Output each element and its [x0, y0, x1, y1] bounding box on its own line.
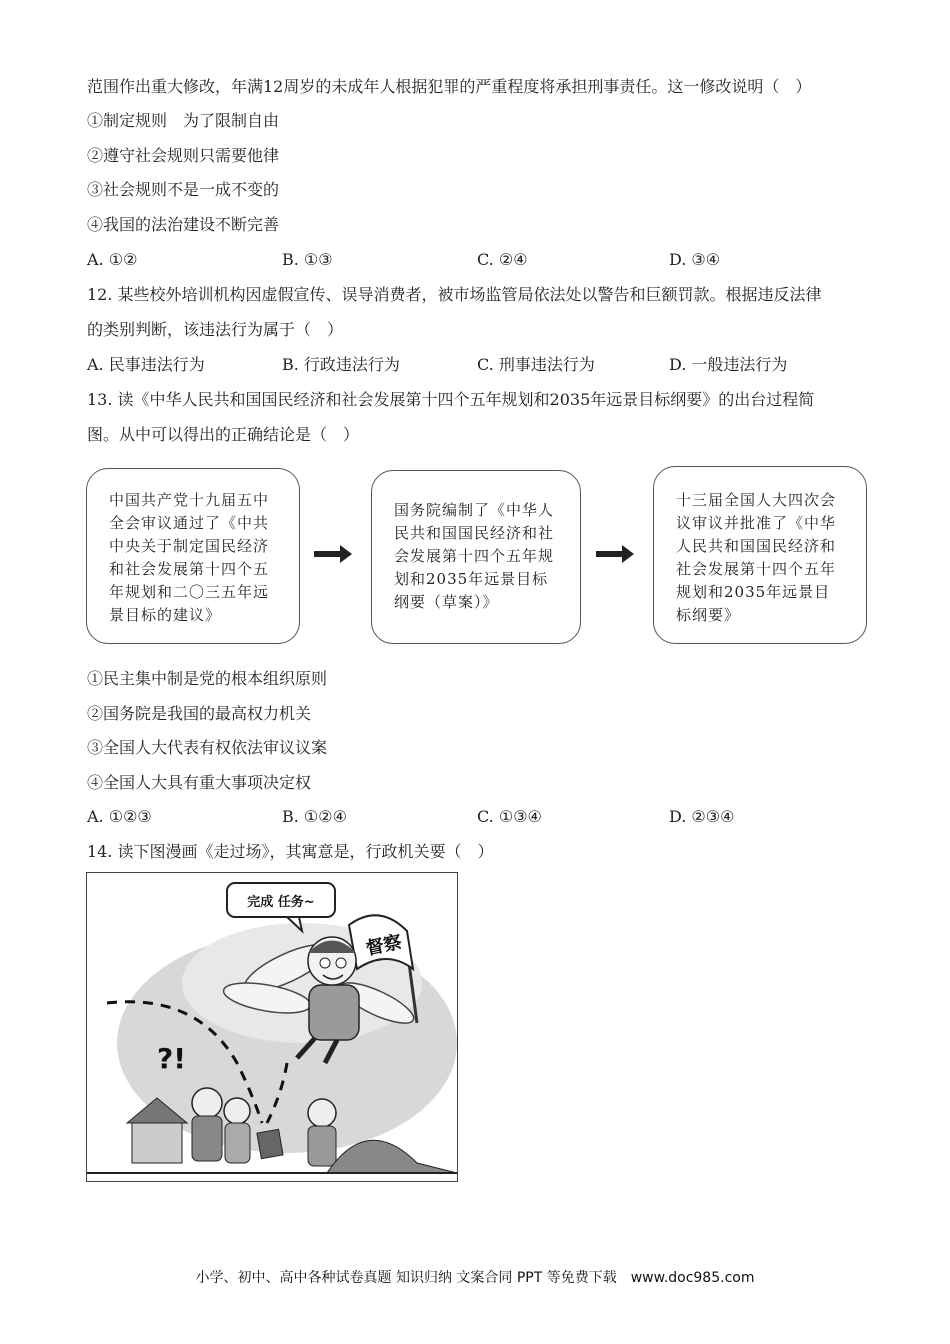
flow-box-3-line: 十三届全国人大四次会 — [676, 491, 837, 509]
flow-box-3-line: 人民共和国国民经济和 — [676, 537, 837, 555]
flow-box-2 — [371, 470, 581, 644]
q12-option-a[interactable]: A. 民事违法行为 — [87, 355, 205, 374]
q11-options — [87, 249, 887, 271]
q12-stem-line2: 的类别判断，该违法行为属于（ ） — [87, 320, 344, 339]
q14-stem: 14. 读下图漫画《走过场》，其寓意是，行政机关要（ ） — [87, 842, 494, 861]
q13-option-c[interactable]: C. ①③④ — [477, 807, 542, 826]
q12-option-b[interactable]: B. 行政违法行为 — [282, 355, 400, 374]
q11-statement-4: ④我国的法治建设不断完善 — [87, 215, 280, 234]
right-arrow-icon — [314, 545, 354, 563]
q11-option-c[interactable]: C. ②④ — [477, 250, 528, 269]
q11-statement-2: ②遵守社会规则只需要他律 — [87, 146, 280, 165]
q11-statement-1: ①制定规则 为了限制自由 — [87, 111, 280, 130]
flow-box-2-line: 会发展第十四个五年规 — [394, 547, 555, 565]
q11-stem: 范围作出重大修改，年满12周岁的未成年人根据犯罪的严重程度将承担刑事责任。这一修改说明（ ） — [87, 77, 812, 96]
q13-option-a[interactable]: A. ①②③ — [87, 807, 152, 826]
q11-option-a[interactable]: A. ①② — [87, 250, 138, 269]
q13-stem-line1: 13. 读《中华人民共和国国民经济和社会发展第十四个五年规划和2035年远景目标纲要》的出台过程简 — [87, 390, 815, 409]
cartoon-illustration — [86, 872, 458, 1182]
right-arrow-icon — [596, 545, 636, 563]
flow-box-1-line: 中国共产党十九届五中 — [109, 491, 270, 509]
flow-box-1-line: 中央关于制定国民经济 — [109, 537, 270, 555]
q12-options — [87, 354, 887, 376]
q11-option-d[interactable]: D. ③④ — [669, 250, 721, 269]
flow-box-2-line: 民共和国国民经济和社 — [394, 524, 555, 542]
flow-box-1-line: 年规划和二〇三五年远 — [109, 583, 270, 601]
page-footer: 小学、初中、高中各种试卷真题 知识归纳 文案合同 PPT 等免费下载 www.doc985.com — [195, 1270, 755, 1286]
speech-text: 完成 任务~ — [247, 895, 315, 910]
q13-stem-line2: 图。从中可以得出的正确结论是（ ） — [87, 425, 360, 444]
flow-box-1-line: 全会审议通过了《中共 — [109, 514, 270, 532]
flow-box-2-line: 纲要（草案）》 — [394, 593, 499, 611]
flow-box-3-line: 社会发展第十四个五年 — [676, 560, 837, 578]
flow-box-1-line: 景目标的建议》 — [109, 606, 222, 624]
flow-box-3-line: 议审议并批准了《中华 — [676, 514, 837, 532]
q11-option-b[interactable]: B. ①③ — [282, 250, 333, 269]
q12-option-d[interactable]: D. 一般违法行为 — [669, 355, 788, 374]
flow-box-3-line: 标纲要》 — [676, 606, 741, 624]
q13-options — [87, 806, 887, 828]
q13-statement-2: ②国务院是我国的最高权力机关 — [87, 704, 312, 723]
flow-box-3 — [653, 466, 867, 644]
flag-text: 督察 — [364, 931, 404, 960]
q13-statement-4: ④全国人大具有重大事项决定权 — [87, 773, 312, 792]
flow-box-3-line: 规划和2035年远景目 — [676, 583, 831, 601]
flow-box-2-line: 划和2035年远景目标 — [394, 570, 549, 588]
q13-option-d[interactable]: D. ②③④ — [669, 807, 735, 826]
flow-box-1-line: 和社会发展第十四个五 — [109, 560, 270, 578]
flow-box-1 — [86, 468, 300, 644]
flow-box-2-line: 国务院编制了《中华人 — [394, 501, 555, 519]
q12-option-c[interactable]: C. 刑事违法行为 — [477, 355, 595, 374]
q12-stem-line1: 12. 某些校外培训机构因虚假宣传、误导消费者，被市场监管局依法处以警告和巨额罚款。根据违反法律 — [87, 285, 822, 304]
exclaim-text: ?! — [157, 1042, 187, 1075]
q13-statement-1: ①民主集中制是党的根本组织原则 — [87, 669, 328, 688]
q13-option-b[interactable]: B. ①②④ — [282, 807, 347, 826]
q11-statement-3: ③社会规则不是一成不变的 — [87, 180, 280, 199]
q13-statement-3: ③全国人大代表有权依法审议议案 — [87, 738, 328, 757]
